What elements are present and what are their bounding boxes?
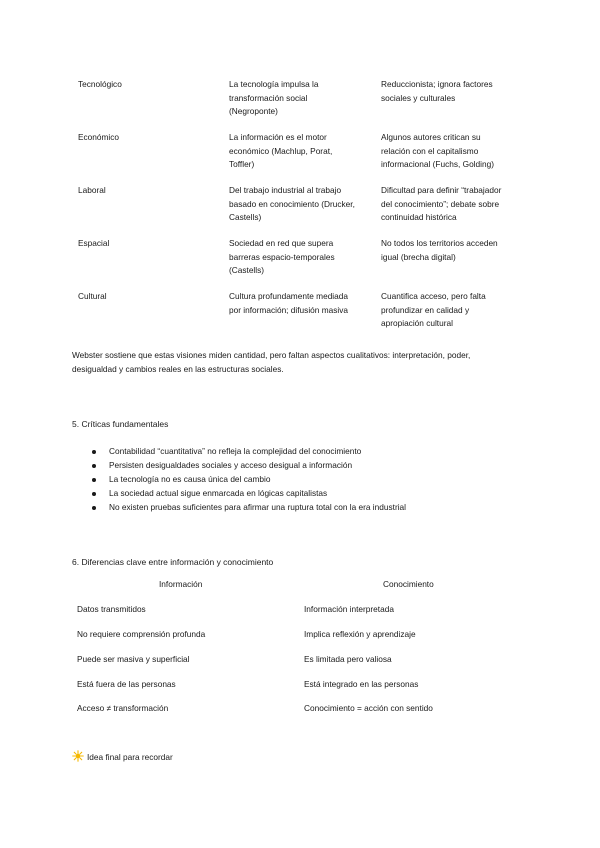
bullet-icon xyxy=(92,464,96,468)
view-idea: Cultura profundamente mediada por información; difusión masiva xyxy=(229,291,348,315)
table-row xyxy=(72,290,521,343)
section-5-title: 5. Críticas fundamentales xyxy=(72,419,169,429)
bullet-icon xyxy=(92,492,96,496)
view-name: Cultural xyxy=(78,291,107,301)
view-idea: Sociedad en red que supera barreras espacio-temporales (Castells) xyxy=(229,238,335,275)
bullet-icon xyxy=(92,450,96,454)
bullet-icon xyxy=(92,478,96,482)
info-cell: No requiere comprensión profunda xyxy=(77,629,206,639)
info-cell: Acceso ≠ transformación xyxy=(77,703,169,713)
column-header-informacion: Información xyxy=(159,579,203,589)
table-row xyxy=(72,131,521,184)
list-item: No existen pruebas suficientes para afirmar una ruptura total con la era industrial xyxy=(92,501,406,515)
star-icon xyxy=(72,750,84,762)
view-idea: Del trabajo industrial al trabajo basado en conocimiento (Drucker, Castells) xyxy=(229,185,355,222)
view-critique: Dificultad para definir “trabajador del conocimiento”; debate sobre continuidad histórica xyxy=(381,185,502,222)
knowledge-cell: Implica reflexión y aprendizaje xyxy=(304,629,416,639)
info-cell: Puede ser masiva y superficial xyxy=(77,654,190,664)
list-item: La sociedad actual sigue enmarcada en lógicas capitalistas xyxy=(92,487,406,501)
final-note-text: Idea final para recordar xyxy=(87,752,173,762)
table-row xyxy=(72,184,521,237)
criticisms-list xyxy=(92,445,406,515)
view-critique: Cuantifica acceso, pero falta profundizar en calidad y apropiación cultural xyxy=(381,291,486,328)
list-item: Contabilidad “cuantitativa” no refleja la complejidad del conocimiento xyxy=(92,445,406,459)
info-cell: Datos transmitidos xyxy=(77,604,146,614)
table-row xyxy=(72,78,521,131)
info-cell: Está fuera de las personas xyxy=(77,679,176,689)
knowledge-cell: Información interpretada xyxy=(304,604,394,614)
table-row xyxy=(72,237,521,290)
view-name: Espacial xyxy=(78,238,110,248)
knowledge-cell: Es limitada pero valiosa xyxy=(304,654,392,664)
view-name: Económico xyxy=(78,132,120,142)
view-name: Tecnológico xyxy=(78,79,122,89)
knowledge-cell: Está integrado en las personas xyxy=(304,679,419,689)
knowledge-cell: Conocimiento = acción con sentido xyxy=(304,703,433,713)
section-6-title: 6. Diferencias clave entre información y conocimiento xyxy=(72,557,274,567)
view-critique: Algunos autores critican su relación con el capitalismo informacional (Fuchs, Golding) xyxy=(381,132,494,169)
view-name: Laboral xyxy=(78,185,106,195)
webster-paragraph: Webster sostiene que estas visiones miden cantidad, pero faltan aspectos cualitativos: interpretación, poder, desigualdad y cambios reales en las estructuras sociales. xyxy=(72,350,471,374)
views-table xyxy=(72,78,521,343)
list-item: La tecnología no es causa única del cambio xyxy=(92,473,406,487)
list-item: Persisten desigualdades sociales y acceso desigual a información xyxy=(92,459,406,473)
view-critique: No todos los territorios acceden igual (brecha digital) xyxy=(381,238,498,262)
final-note xyxy=(72,750,173,765)
bullet-icon xyxy=(92,506,96,510)
view-idea: La tecnología impulsa la transformación social (Negroponte) xyxy=(229,79,319,116)
column-header-conocimiento: Conocimiento xyxy=(383,579,434,589)
view-idea: La información es el motor económico (Machlup, Porat, Toffler) xyxy=(229,132,333,169)
view-critique: Reduccionista; ignora factores sociales y culturales xyxy=(381,79,493,103)
